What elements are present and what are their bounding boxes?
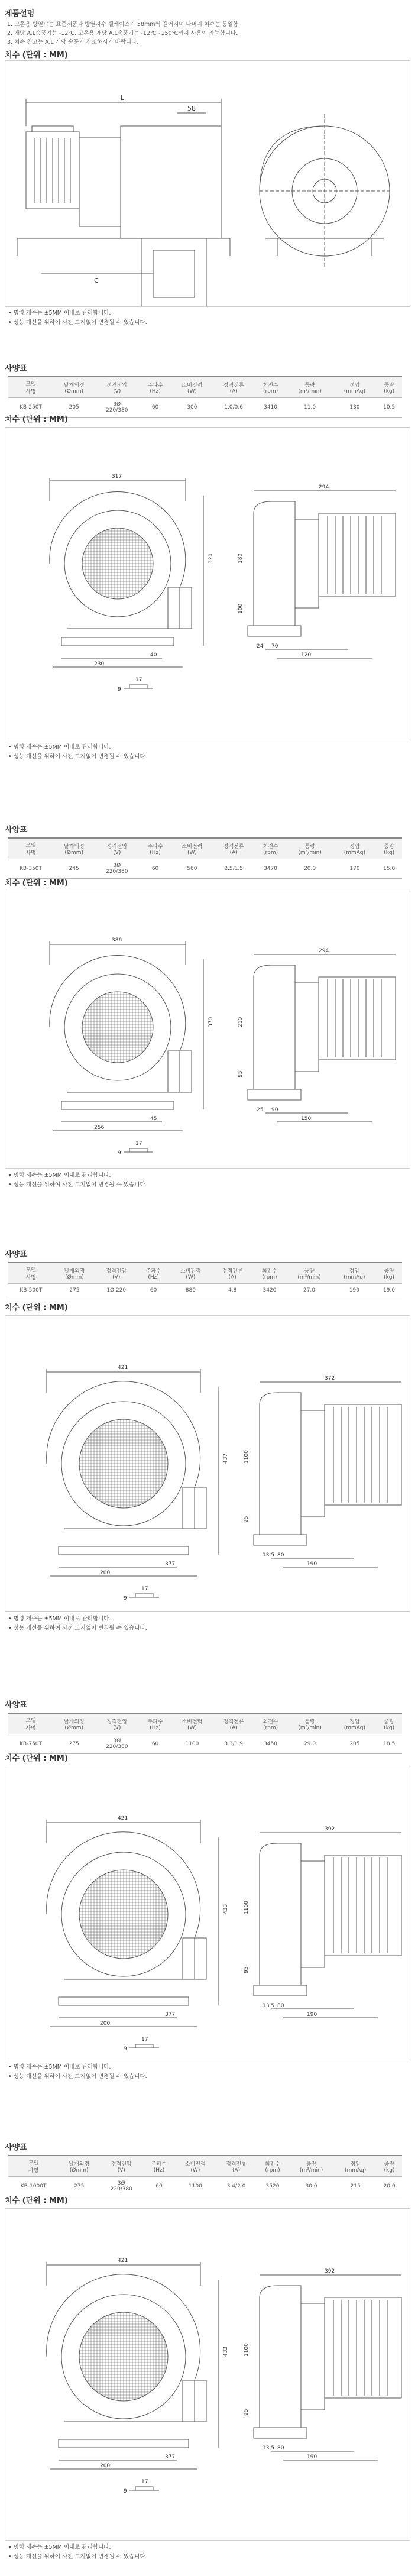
spec-header: 정압 (mmAq)	[333, 1713, 376, 1734]
spec-header: 정격전류 (A)	[216, 2156, 257, 2177]
spec-header: 정압 (mmAq)	[334, 2156, 377, 2177]
spec-cell: 1100	[171, 1734, 213, 1754]
spec-header: 정격전류 (A)	[213, 838, 254, 859]
dim-label-slot: 17	[141, 1586, 148, 1592]
dimension-drawing	[5, 2208, 410, 2541]
spec-cell: KB-250T	[8, 398, 53, 418]
spec-header: 모델 사명	[8, 1713, 53, 1734]
spec-cell: 3420	[254, 1284, 286, 1297]
housing-outline	[47, 1832, 200, 1979]
dim-label-foot-2: 80	[277, 2003, 284, 2009]
side-housing	[260, 1393, 301, 1535]
housing-outline	[47, 1381, 200, 1529]
note-item: • 명령 제수는 ±5MM 이내로 관리합니다.	[8, 1616, 111, 1622]
spec-table	[8, 1713, 402, 1754]
dim-label-height-3: 100	[238, 603, 244, 614]
side-housing	[260, 2286, 301, 2428]
spec-header: 주파수 (Hz)	[139, 838, 171, 859]
dim-label-height-3: 95	[244, 2409, 249, 2416]
spec-cell: 215	[334, 2177, 377, 2196]
notes	[8, 1171, 410, 1190]
spec-header: 회전수 (rpm)	[254, 1713, 287, 1734]
side-housing	[254, 501, 295, 626]
dimension-drawing	[5, 891, 410, 1169]
spec-table	[8, 837, 402, 879]
spec-header: 정격전압 (V)	[99, 2156, 143, 2177]
dimension-drawing	[5, 1766, 410, 2060]
spec-cell: 19.0	[376, 1284, 402, 1297]
dim-label-width: 386	[112, 937, 122, 943]
dimension-title: 치수 (단위 : MM)	[5, 415, 68, 424]
spec-table	[8, 376, 402, 418]
spec-cell: 1.0/0.6	[213, 398, 254, 418]
dim-label-side-width: 294	[319, 948, 329, 954]
dim-label-slot: 17	[135, 1141, 142, 1147]
spec-cell: 4.8	[212, 1284, 254, 1297]
dimension-title: 치수 (단위 : MM)	[5, 1303, 68, 1312]
dim-label-58: 58	[187, 105, 196, 112]
spec-cell: 3Ø 220/380	[99, 2177, 143, 2196]
spec-cell: 205	[333, 1734, 376, 1754]
spec-cell: 3.3/1.9	[213, 1734, 254, 1754]
dim-label-slot-2: 9	[118, 1150, 121, 1156]
spec-cell: KB-750T	[8, 1734, 53, 1754]
spec-row	[8, 1734, 402, 1754]
spec-header: 회전수 (rpm)	[254, 838, 287, 859]
spec-cell: 190	[333, 1284, 376, 1297]
spec-header-row	[8, 377, 402, 398]
dim-label-foot-2: 70	[271, 643, 278, 649]
dim-label-height-3: 95	[238, 1070, 244, 1077]
dim-label-height: 437	[223, 1453, 229, 1464]
dim-label-width: 421	[118, 1816, 128, 1821]
dim-label-base: 200	[100, 2463, 111, 2469]
side-foot	[254, 1985, 307, 1996]
spec-header: 모델 사명	[8, 1263, 54, 1284]
blower-drawing	[5, 1316, 410, 1611]
dim-label-foot: 190	[307, 2454, 317, 2460]
spec-header: 정격전류 (A)	[212, 1263, 254, 1284]
spec-header: 정격전압 (V)	[95, 1263, 137, 1284]
dim-label-width: 421	[118, 1365, 128, 1371]
dim-label-base-2: 377	[165, 1561, 176, 1567]
spec-header: 중량 (kg)	[376, 1713, 402, 1734]
spec-header: 날개외경 (Ømm)	[54, 1263, 96, 1284]
dim-label-foot: 150	[301, 1116, 312, 1122]
spec-header: 날개외경 (Ømm)	[59, 2156, 99, 2177]
housing-outline	[47, 2274, 200, 2422]
dim-label-foot-2: 90	[271, 1107, 278, 1113]
note-item: • 명령 제수는 ±5MM 이내로 관리합니다.	[8, 1172, 111, 1179]
spec-cell: 275	[54, 1284, 96, 1297]
spec-header: 주파수 (Hz)	[143, 2156, 175, 2177]
spec-header: 풍량 (m³/min)	[287, 377, 333, 398]
dim-label-foot: 120	[301, 652, 312, 658]
spec-cell: 205	[53, 398, 95, 418]
side-foot	[248, 1089, 301, 1100]
dim-label-foot-3: 13.5	[263, 1552, 275, 1558]
spec-cell: 10.5	[376, 398, 402, 418]
spec-header: 정격전압 (V)	[95, 1713, 139, 1734]
spec-header: 풍량 (m³/min)	[287, 838, 333, 859]
spec-header: 소비전력 (W)	[170, 1263, 212, 1284]
blower-drawing	[5, 891, 410, 1168]
spec-header: 회전수 (rpm)	[257, 2156, 289, 2177]
dim-label-height-2: 1100	[244, 1450, 249, 1464]
spec-table	[8, 1262, 402, 1297]
spec-header: 중량 (kg)	[376, 1263, 402, 1284]
spec-header: 소비전력 (W)	[175, 2156, 216, 2177]
side-foot	[254, 2428, 307, 2438]
dim-label-foot-2: 80	[277, 2445, 284, 2451]
side-adapter	[301, 1861, 325, 1967]
spec-cell: 15.0	[376, 859, 402, 879]
dim-label-side-width: 372	[325, 1376, 335, 1381]
spec-cell: 29.0	[287, 1734, 333, 1754]
spec-cell: 1100	[175, 2177, 216, 2196]
dimension-drawing-top	[5, 60, 410, 307]
intake-grid	[82, 528, 153, 599]
dim-label-base: 200	[100, 1570, 111, 1576]
feature-item: 3. 치수 참고는 A.L 개당 송풍기 참조하시기 바랍니다.	[7, 39, 139, 46]
spec-header: 정격전류 (A)	[213, 1713, 254, 1734]
note-item: • 성능 개선을 위하여 사전 고지없이 변경될 수 있습니다.	[8, 2554, 147, 2560]
dim-label-height-2: 180	[238, 553, 244, 564]
dim-label-slot: 17	[141, 2037, 148, 2043]
spec-header: 회전수 (rpm)	[254, 1263, 286, 1284]
spec-row	[8, 2177, 402, 2196]
spec-row	[8, 859, 402, 879]
dim-label-slot-2: 9	[124, 2046, 127, 2052]
foot-detail	[135, 2487, 153, 2490]
spec-header: 정격전압 (V)	[95, 377, 139, 398]
spec-cell: 60	[139, 1734, 171, 1754]
spec-cell: 60	[137, 1284, 170, 1297]
dimension-title: 치수 (단위 : MM)	[5, 2196, 68, 2205]
notes	[8, 2063, 410, 2082]
dim-label-height: 433	[223, 2346, 229, 2357]
notes	[8, 309, 410, 328]
spec-cell: 3Ø 220/380	[95, 398, 139, 418]
intake-grid	[79, 1870, 168, 1959]
dim-label-base: 230	[94, 661, 105, 667]
spec-cell: KB-350T	[8, 859, 53, 879]
spec-header: 모델 사명	[8, 838, 53, 859]
side-adapter	[295, 519, 319, 608]
base-plate	[59, 1546, 189, 1555]
spec-cell: 60	[139, 398, 171, 418]
side-foot	[254, 1535, 307, 1545]
spec-table	[8, 2155, 402, 2196]
dim-label-foot-3: 24	[257, 643, 264, 649]
note-item: • 성능 개선을 위하여 사전 고지없이 변경될 수 있습니다.	[8, 753, 147, 760]
spec-cell: 60	[143, 2177, 175, 2196]
spec-cell: 60	[139, 859, 171, 879]
dim-label-base-2: 45	[150, 1116, 157, 1122]
dimension-drawing	[5, 427, 410, 740]
base-plate	[59, 1997, 189, 2005]
spec-header: 소비전력 (W)	[171, 377, 213, 398]
spec-header: 정압 (mmAq)	[333, 1263, 376, 1284]
spec-header: 풍량 (m³/min)	[287, 1713, 333, 1734]
spec-cell: 3Ø 220/380	[95, 1734, 139, 1754]
note-item: • 명령 제수는 ±5MM 이내로 관리합니다.	[8, 744, 111, 750]
notes	[8, 743, 410, 762]
spec-cell: 3450	[254, 1734, 287, 1754]
side-housing	[260, 1843, 301, 1985]
spec-cell: 2.5/1.5	[213, 859, 254, 879]
spec-header: 풍량 (m³/min)	[286, 1263, 332, 1284]
spec-header: 중량 (kg)	[376, 838, 402, 859]
spec-header-row	[8, 1263, 402, 1284]
spec-header: 중량 (kg)	[376, 377, 402, 398]
intake-grid	[79, 2312, 168, 2401]
spec-cell: 20.0	[287, 859, 333, 879]
note-item: • 명령 제수는 ±5MM 이내로 관리합니다.	[8, 310, 111, 316]
dim-label-slot-2: 9	[118, 687, 121, 692]
dimension-drawing	[5, 1315, 410, 1612]
dim-label-foot-2: 80	[277, 1552, 284, 1558]
feature-title: 제품설명	[5, 9, 35, 18]
dim-label-height: 433	[223, 1904, 229, 1914]
spec-cell: 275	[53, 1734, 95, 1754]
side-adapter	[295, 983, 319, 1072]
dim-label-slot: 17	[141, 2479, 148, 2485]
spec-cell: 18.5	[376, 1734, 402, 1754]
spec-cell: 300	[171, 398, 213, 418]
spec-header: 정압 (mmAq)	[333, 838, 376, 859]
side-adapter	[301, 1410, 325, 1517]
side-adapter	[301, 2303, 325, 2410]
feature-item: 1. 고온용 방열팍는 표준제품과 방열자수 쉘케이스가 58mm씩 길어지며 나머지 치수는 동일함.	[7, 21, 241, 28]
motor-body	[319, 977, 396, 1060]
dim-label-height: 320	[208, 553, 214, 564]
note-item: • 성능 개선을 위하여 사전 고지없이 변경될 수 있습니다.	[8, 1625, 147, 1632]
motor-body	[325, 1404, 401, 1505]
spec-header: 정압 (mmAq)	[333, 377, 376, 398]
blower-drawing	[5, 1766, 410, 2060]
spec-header-row	[8, 1713, 402, 1734]
spec-header: 회전수 (rpm)	[254, 377, 287, 398]
dim-label-base-2: 40	[150, 652, 157, 658]
dim-label-base-2: 377	[165, 2454, 176, 2460]
notes	[8, 1614, 410, 1633]
spec-header: 주파수 (Hz)	[137, 1263, 170, 1284]
spec-title: 사양표	[5, 364, 27, 373]
dim-label-slot-2: 9	[124, 1596, 127, 1601]
spec-header: 날개외경 (Ømm)	[53, 1713, 95, 1734]
spec-header: 풍량 (m³/min)	[289, 2156, 334, 2177]
intake-grid	[79, 1419, 168, 1508]
spec-header: 중량 (kg)	[377, 2156, 402, 2177]
spec-cell: 560	[171, 859, 213, 879]
spec-header: 정격전류 (A)	[213, 377, 254, 398]
spec-header: 날개외경 (Ømm)	[53, 838, 95, 859]
spec-header-row	[8, 838, 402, 859]
spec-header: 날개외경 (Ømm)	[53, 377, 95, 398]
dim-label-width: 421	[118, 2258, 128, 2264]
dim-label-slot: 17	[135, 677, 142, 683]
spec-title: 사양표	[5, 1701, 27, 1710]
spec-header: 정격전압 (V)	[95, 838, 139, 859]
note-item: • 성능 개선을 위하여 사전 고지없이 변경될 수 있습니다.	[8, 319, 147, 326]
base-plate	[59, 2439, 189, 2448]
spec-header-row	[8, 2156, 402, 2177]
blower-drawing-heat-resistant	[5, 61, 410, 306]
dimension-title: 치수 (단위 : MM)	[5, 879, 68, 888]
dim-label-slot-2: 9	[124, 2488, 127, 2494]
spec-title: 사양표	[5, 2143, 27, 2152]
motor-body	[325, 2297, 401, 2398]
spec-cell: 880	[170, 1284, 212, 1297]
spec-cell: 27.0	[286, 1284, 332, 1297]
base-plate	[61, 637, 174, 646]
dim-label-foot-3: 25	[257, 1107, 264, 1113]
dim-label-foot-3: 13.5	[263, 2003, 275, 2009]
spec-cell: 3410	[254, 398, 287, 418]
dimension-title: 치수 (단위 : MM)	[5, 51, 68, 60]
foot-detail	[135, 2044, 153, 2048]
spec-row	[8, 1284, 402, 1297]
spec-cell: 275	[59, 2177, 99, 2196]
spec-header: 소비전력 (W)	[171, 838, 213, 859]
note-item: • 명령 제수는 ±5MM 이내로 관리합니다.	[8, 2544, 111, 2551]
spec-cell: 30.0	[289, 2177, 334, 2196]
spec-cell: 3Ø 220/380	[95, 859, 139, 879]
dim-label-base: 256	[94, 1125, 105, 1131]
dim-label-side-width: 392	[325, 2268, 335, 2274]
dim-label-height-2: 210	[238, 1017, 244, 1027]
dim-label-foot-3: 13.5	[263, 2445, 275, 2451]
foot-detail	[129, 1148, 147, 1152]
dim-label-height-3: 95	[244, 1516, 249, 1523]
notes	[8, 2543, 410, 2562]
dim-label-height-2: 1100	[244, 1901, 249, 1914]
spec-header: 주파수 (Hz)	[139, 1713, 171, 1734]
feature-item: 2. 개당 A.L송풍기는 -12℃, 고온용 개당 A.L송풍기는 -12℃~150℃까지 사용이 가능합니다.	[7, 30, 238, 37]
dim-label-base-2: 377	[165, 2012, 176, 2018]
spec-header: 모델 사명	[8, 377, 53, 398]
side-housing	[254, 965, 295, 1089]
dim-label-c: C	[94, 277, 99, 284]
spec-cell: 1Ø 220	[95, 1284, 137, 1297]
feature-list	[7, 20, 409, 47]
spec-cell: 170	[333, 859, 376, 879]
blower-drawing	[5, 428, 410, 740]
dim-label-side-width: 392	[325, 1826, 335, 1832]
spec-title: 사양표	[5, 1250, 27, 1259]
spec-cell: 20.0	[377, 2177, 402, 2196]
dim-label-width: 317	[112, 474, 122, 480]
spec-cell: 130	[333, 398, 376, 418]
dim-label-height-2: 1100	[244, 2343, 249, 2357]
side-foot	[248, 626, 301, 636]
spec-cell: 11.0	[287, 398, 333, 418]
motor-body	[325, 1855, 401, 1956]
dim-label-foot: 190	[307, 2012, 317, 2018]
blower-drawing	[5, 2209, 410, 2540]
intake-grid	[82, 992, 153, 1063]
note-item: • 성능 개선을 위하여 사전 고지없이 변경될 수 있습니다.	[8, 2073, 147, 2080]
base-plate	[61, 1101, 174, 1109]
spec-cell: 3520	[257, 2177, 289, 2196]
spec-header: 소비전력 (W)	[171, 1713, 213, 1734]
dim-label-foot: 190	[307, 1561, 317, 1567]
dim-label-l: L	[121, 94, 125, 102]
dim-label-height: 370	[208, 1017, 214, 1027]
spec-cell: KB-500T	[8, 1284, 54, 1297]
dim-label-side-width: 294	[319, 484, 329, 490]
spec-header: 모델 사명	[8, 2156, 59, 2177]
spec-cell: 3470	[254, 859, 287, 879]
foot-detail	[129, 685, 147, 688]
spec-title: 사양표	[5, 826, 27, 834]
spec-header: 주파수 (Hz)	[139, 377, 171, 398]
dim-label-base: 200	[100, 2021, 111, 2027]
spec-cell: 3.4/2.0	[216, 2177, 257, 2196]
dim-label-height-3: 95	[244, 1966, 249, 1973]
note-item: • 명령 제수는 ±5MM 이내로 관리합니다.	[8, 2064, 111, 2070]
note-item: • 성능 개선을 위하여 사전 고지없이 변경될 수 있습니다.	[8, 1182, 147, 1188]
spec-cell: KB-1000T	[8, 2177, 59, 2196]
dimension-title: 치수 (단위 : MM)	[5, 1754, 68, 1763]
spec-cell: 245	[53, 859, 95, 879]
motor-body	[319, 513, 396, 596]
foot-detail	[135, 1594, 153, 1597]
